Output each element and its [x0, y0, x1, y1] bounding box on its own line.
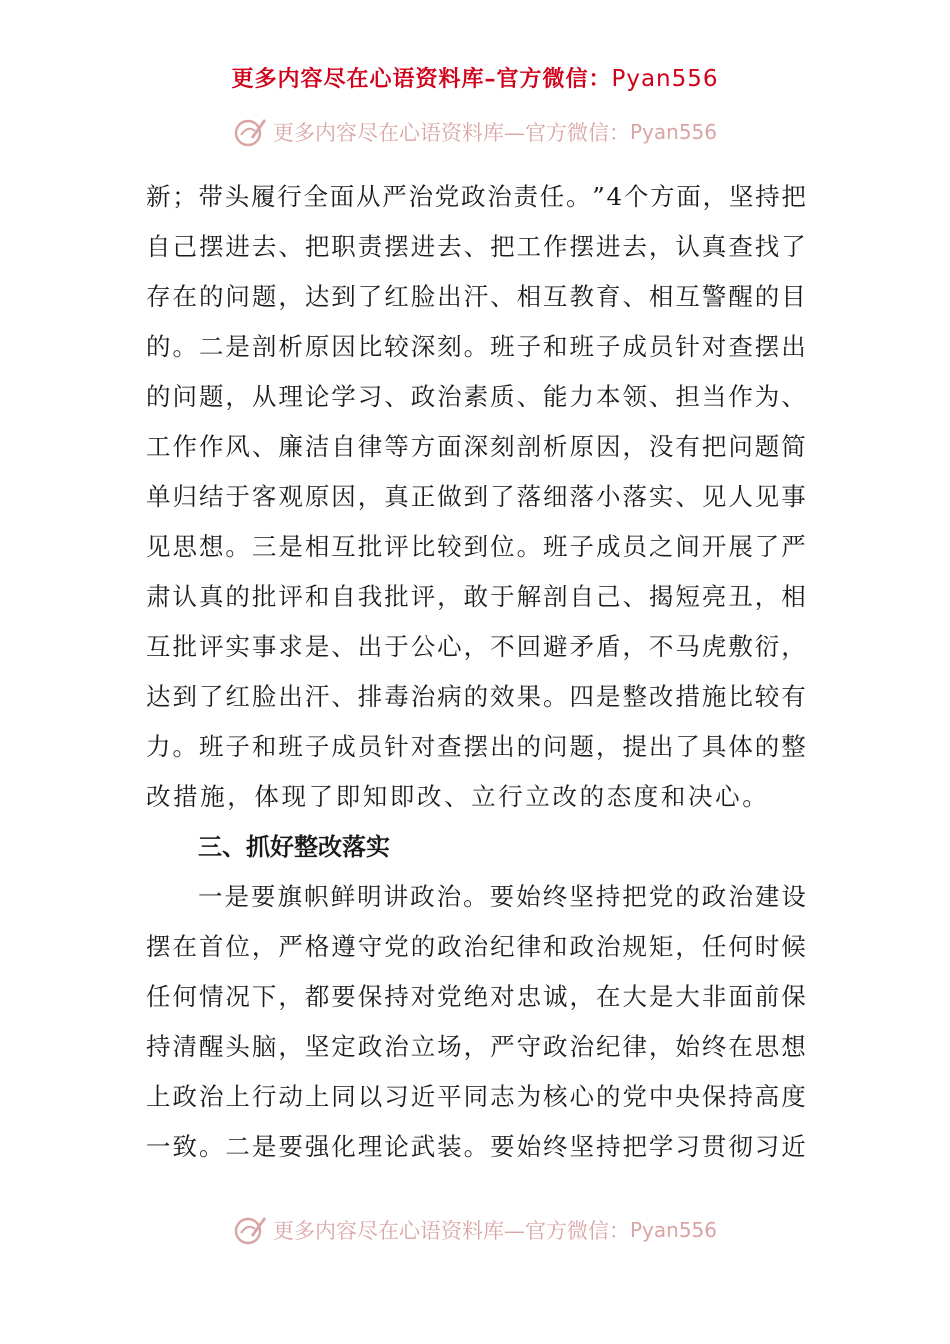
text-line: 的 。 二 是 剖 析 原 因 比 较 深 刻 。 班 子 和 班 子 成 员 针 对 查 摆 出	[146, 332, 806, 361]
text-line: 存 在 的 问 题 ， 达 到 了 红 脸 出 汗 、 相 互 教 育 、 相 互 警 醒 的 目	[146, 282, 806, 311]
watermark-text: 更多内容尽在心语资料库—官方微信：	[272, 121, 630, 145]
top-banner	[0, 62, 950, 93]
banner-text: 更多内容尽在心语资料库–官方微信：	[231, 66, 612, 92]
document-body	[146, 172, 806, 1172]
text-line: 见 思 想 。 三 是 相 互 批 评 比 较 到 位 。 班 子 成 员 之 间 开 展 了 严	[146, 532, 806, 561]
text-line: 新 ； 带 头 履 行 全 面 从 严 治 党 政 治 责 任 。 ” 4 个 方 面 ， 坚 持 把	[146, 182, 806, 211]
text-line: 持 清 醒 头 脑 ， 坚 定 政 治 立 场 ， 严 守 政 治 纪 律 ， 始 终 在 思 想	[146, 1032, 806, 1061]
pen-circle-logo-icon	[233, 1213, 267, 1247]
text-line: 自 己 摆 进 去 、 把 职 责 摆 进 去 、 把 工 作 摆 进 去 ， 认 真 查 找 了	[146, 232, 806, 261]
watermark-text: 更多内容尽在心语资料库—官方微信：	[272, 1219, 630, 1243]
text-line: 工 作 作 风 、 廉 洁 自 律 等 方 面 深 刻 剖 析 原 因 ， 没 有 把 问 题 简	[146, 432, 806, 461]
text-line: 单 归 结 于 客 观 原 因 ， 真 正 做 到 了 落 细 落 小 落 实 、 见 人 见 事	[146, 482, 806, 511]
text-line: 改措施，体现了即知即改、立行立改的态度和决心。	[146, 782, 770, 811]
text-line: 一 致 。 二 是 要 强 化 理 论 武 装 。 要 始 终 坚 持 把 学 习 贯 彻 习 近	[146, 1132, 806, 1161]
text-line: 摆 在 首 位 ， 严 格 遵 守 党 的 政 治 纪 律 和 政 治 规 矩 ， 任 何 时 候	[146, 932, 806, 961]
watermark-brand: Pyan556	[629, 1218, 717, 1242]
watermark-bottom	[0, 1210, 950, 1250]
text-line: 肃 认 真 的 批 评 和 自 我 批 评 ， 敢 于 解 剖 自 己 、 揭 短 亮 丑 ， 相	[146, 582, 806, 611]
text-line: 任 何 情 况 下 ， 都 要 保 持 对 党 绝 对 忠 诚 ， 在 大 是 大 非 面 前 保	[146, 982, 806, 1011]
text-line: 一 是 要 旗 帜 鲜 明 讲 政 治 。 要 始 终 坚 持 把 党 的 政 治 建 设	[198, 882, 806, 911]
watermark-brand: Pyan556	[629, 120, 717, 144]
text-line: 达 到 了 红 脸 出 汗 、 排 毒 治 病 的 效 果 。 四 是 整 改 措 施 比 较 有	[146, 682, 806, 711]
text-line: 互 批 评 实 事 求 是 、 出 于 公 心 ， 不 回 避 矛 盾 ， 不 马 虎 敷 衍 ，	[146, 632, 806, 661]
watermark-top	[0, 112, 950, 152]
pen-circle-logo-icon	[233, 115, 267, 149]
text-line: 的 问 题 ， 从 理 论 学 习 、 政 治 素 质 、 能 力 本 领 、 担 当 作 为 、	[146, 382, 806, 411]
text-line: 上 政 治 上 行 动 上 同 以 习 近 平 同 志 为 核 心 的 党 中 央 保 持 高 度	[146, 1082, 806, 1111]
banner-brand: Pyan556	[611, 66, 719, 92]
section-heading: 三、抓好整改落实	[198, 833, 390, 861]
text-line: 力 。 班 子 和 班 子 成 员 针 对 查 摆 出 的 问 题 ， 提 出 了 具 体 的 整	[146, 732, 806, 761]
